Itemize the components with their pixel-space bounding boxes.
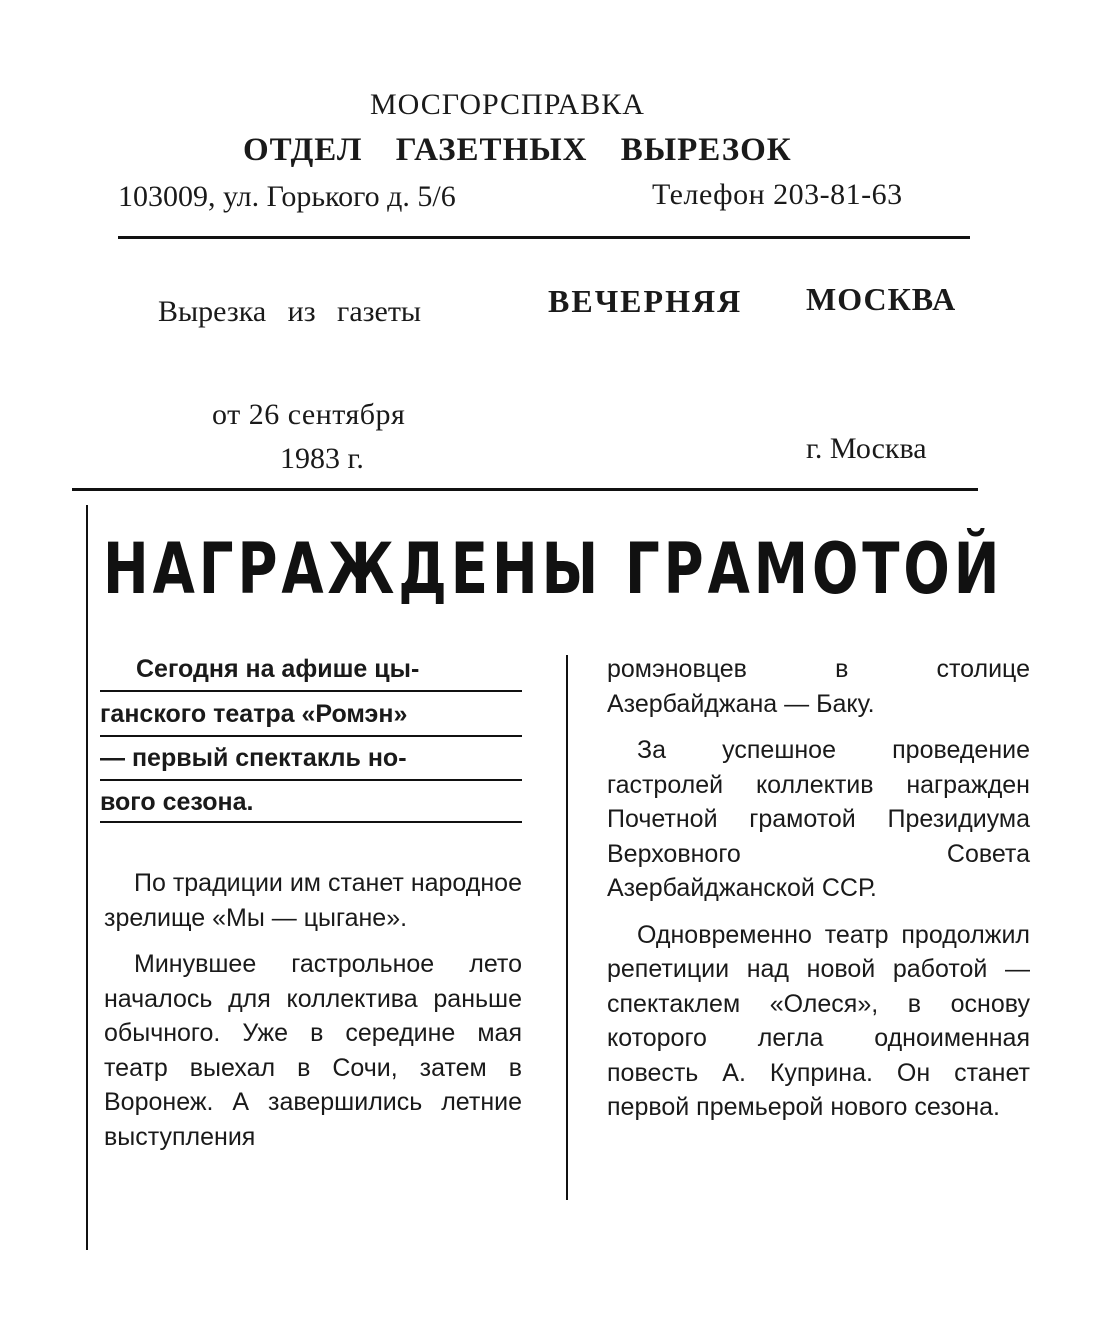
lead-underline bbox=[100, 735, 522, 737]
lead-underline bbox=[100, 690, 522, 692]
issue-city: г. Москва bbox=[806, 432, 927, 465]
article-column-right bbox=[607, 652, 1030, 1125]
bureau-address: 103009, ул. Горького д. 5/6 bbox=[118, 180, 456, 213]
lead-line: ганского театра «Ромэн» bbox=[100, 700, 408, 728]
article-column-left bbox=[104, 866, 522, 1154]
bureau-name: МОСГОРСПРАВКА bbox=[370, 88, 645, 121]
paragraph: По традиции им станет народное зрелище «Мы — цыгане». bbox=[104, 869, 522, 932]
lead-line: вого сезона. bbox=[100, 788, 254, 816]
paragraph: Минувшее гастрольное лето началось для коллектива раньше обычного. Уже в середине мая театр выехал в Сочи, затем в Воронеж. А завершились летние выступления bbox=[104, 950, 522, 1151]
lead-underline bbox=[100, 821, 522, 823]
newspaper-name-part2: МОСКВА bbox=[806, 281, 957, 317]
issue-date: от 26 сентября bbox=[212, 398, 406, 431]
lead-line: — первый спектакль но- bbox=[100, 744, 407, 772]
issue-year: 1983 г. bbox=[280, 442, 364, 475]
header-divider bbox=[118, 236, 970, 239]
newspaper-name-part1: ВЕЧЕРНЯЯ bbox=[548, 283, 743, 319]
department-name: ОТДЕЛ ГАЗЕТНЫХ ВЫРЕЗОК bbox=[243, 132, 792, 168]
clipping-label: Вырезка из газеты bbox=[158, 295, 422, 328]
paragraph: ромэновцев в столице Азербайджана — Баку. bbox=[607, 655, 1030, 718]
column-divider bbox=[566, 655, 568, 1200]
article-headline: НАГРАЖДЕНЫ ГРАМОТОЙ bbox=[103, 528, 1004, 610]
lead-underline bbox=[100, 779, 522, 781]
lead-line: Сегодня на афише цы- bbox=[136, 655, 420, 683]
bureau-phone: Телефон 203-81-63 bbox=[652, 178, 903, 211]
paragraph: За успешное проведение гастролей коллектив награжден Почетной грамотой Президиума Верховного Совета Азербайджанской ССР. bbox=[607, 736, 1030, 902]
paragraph: Одновременно театр продолжил репетиции над новой работой — спектаклем «Олеся», в основу которого легла одноименная повесть А. Куприна. Он станет первой премьерой нового сезона. bbox=[607, 920, 1030, 1121]
clipping-top-divider bbox=[72, 488, 978, 491]
clipping-left-edge bbox=[86, 505, 88, 1250]
